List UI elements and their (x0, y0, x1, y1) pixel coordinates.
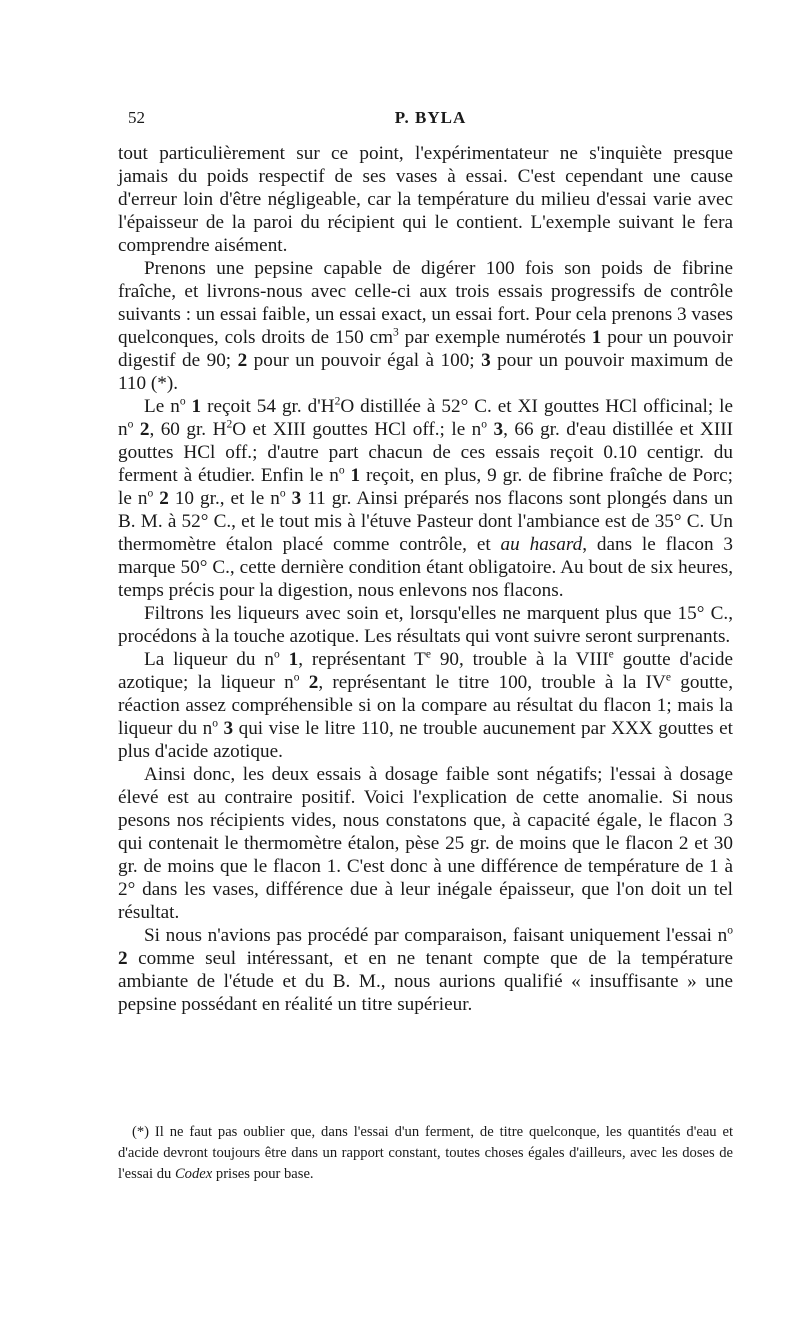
paragraph-2: Prenons une pepsine capable de digérer 100 fois son poids de fibrine fraîche, et livrons-nous avec celle-ci aux trois essais progressifs de contrôle suivants : un essai faible, un essai exact, un essai fort. Pour cela prenons 3 vases quelconques, cols droits de 150 $cm^3$ par exemple numérotés 1 pour un pouvoir digestif de 90; 2 pour un pouvoir égal à 100; 3 pour un pouvoir maximum de 110 (*). (118, 258, 734, 394)
paragraph-3: Le $n^o$ 1 reçoit 54 gr. $d'H^2O$ distillée à 52° C. et XI gouttes HCl officinal; le $n^o$ 2, 60 gr. $H^2O$ et XIII gouttes HCl off.; le $n^o$ 3, 66 gr. d'eau distillée et XIII gouttes HCl off.; d'autre part chacun de ces essais reçoit 0.10 centigr. du ferment à étudier. Enfin le $n^o$ 1 reçoit, en plus, 9 gr. de fibrine fraîche de Porc; le $n^o$ 2 10 gr., et le $n^o$ 3 11 gr. Ainsi préparés nos flacons sont plongés dans un B. M. à 52° C., et le tout mis à l'étuve Pasteur dont l'ambiance est de 35° C. Un thermomètre étalon placé comme contrôle, et au hasard, dans le flacon 3 marque 50° C., cette dernière condition étant obligatoire. Au bout de six heures, temps précis pour la digestion, nous enlevons nos flacons. (118, 395, 734, 601)
paragraph-1: tout particulièrement sur ce point, l'expérimentateur ne s'inquiète presque jamais du poids respectif de ses vases à essai. C'est cependant une cause d'erreur loin d'être négligeable, car la température du milieu d'essai varie avec l'épaisseur de la paroi du récipient qui le contient. L'exemple suivant le fera comprendre aisément. (118, 143, 733, 256)
paragraph-4: Filtrons les liqueurs avec soin et, lorsqu'elles ne marquent plus que 15° C., procédons à la touche azotique. Les résultats qui vont suivre seront surprenants. (118, 603, 733, 647)
footnote (118, 1122, 733, 1185)
paragraph-6: Ainsi donc, les deux essais à dosage faible sont négatifs; l'essai à dosage élevé est au contraire positif. Voici l'explication de cette anomalie. Si nous pesons nos récipients vides, nous constatons que, à capacité égale, le flacon 3 qui contenait le thermomètre étalon, pèse 25 gr. de moins que le flacon 2 et 30 gr. de moins que le flacon 1. C'est donc à une différence de température de 1 à 2° dans les vases, différence due à leur inégale épaisseur, que l'on doit un tel résultat. (118, 764, 733, 923)
paragraph-5: La liqueur du $n^o$ 1, représentant $T^e$ 90, trouble à la VIIIe goutte d'acide azotique; la liqueur $n^o$ 2, représentant le titre 100, trouble à la IVe goutte, réaction assez compréhensible si on la compare au résultat du flacon 1; mais la liqueur du $n^o$ 3 qui vise le litre 110, ne trouble aucunement par XXX gouttes et plus d'acide azotique. (118, 648, 733, 762)
page-number: 52 (128, 108, 145, 127)
paragraph-7: Si nous n'avions pas procédé par comparaison, faisant uniquement l'essai $n^o$ 2 comme seul intéressant, et en ne tenant compte que de la température ambiante de l'étude et du B. M., nous aurions qualifié « insuffisante » une pepsine possédant en réalité un titre supérieur. (118, 924, 733, 1015)
page-header (128, 108, 733, 132)
footnote-text: (*) Il ne faut pas oublier que, dans l'essai d'un ferment, de titre quelconque, les quantités d'eau et d'acide devront toujours être dans un rapport constant, toutes choses égales d'ailleurs, avec les doses de l'essai du Codex prises pour base. (118, 1124, 733, 1182)
body-text (118, 142, 733, 1016)
running-head: P. BYLA (394, 108, 467, 127)
